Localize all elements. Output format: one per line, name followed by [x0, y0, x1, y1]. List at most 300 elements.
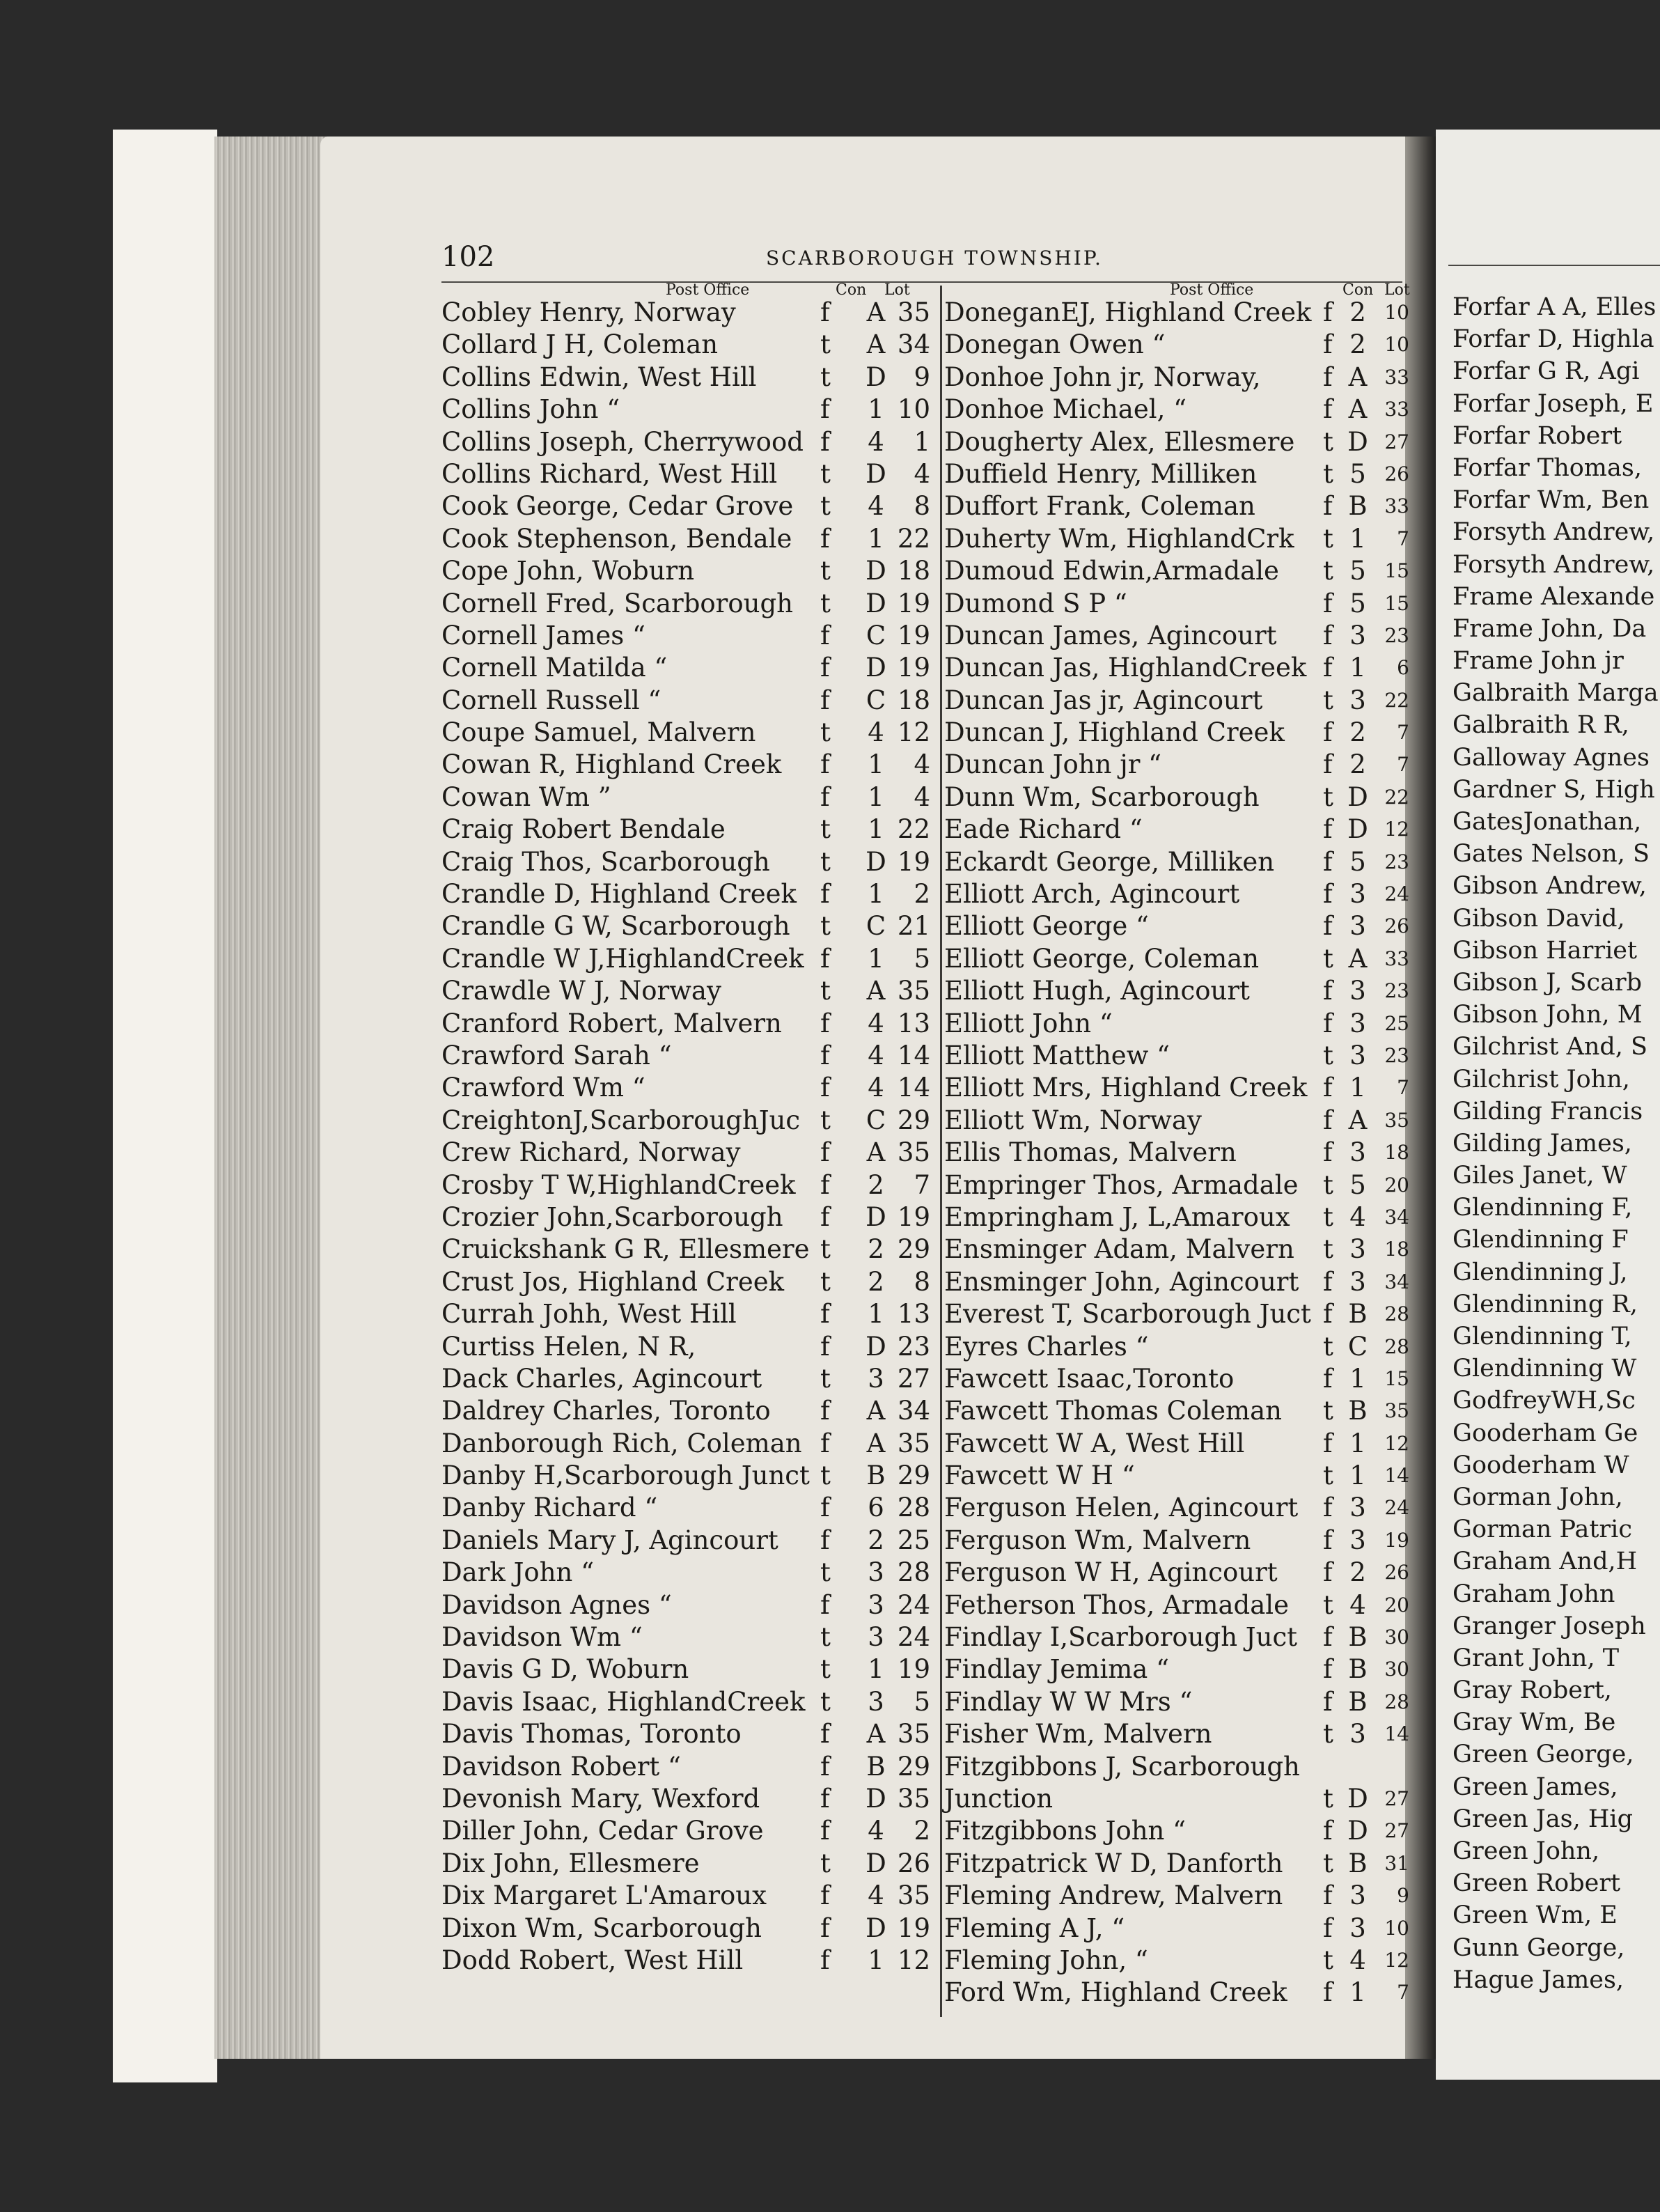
entry-name: Empringham J, L,Amaroux — [944, 1201, 1290, 1232]
entry-type: f — [1323, 1493, 1333, 1523]
entry-con: A — [866, 1137, 886, 1168]
entry-lot: 14 — [897, 1073, 930, 1103]
entry-con: C — [866, 1105, 886, 1135]
facing-entry: Green Robert — [1452, 1869, 1621, 1898]
entry-con: 1 — [868, 749, 884, 780]
facing-entry: Galbraith Marga — [1452, 679, 1659, 708]
entry-type: f — [1323, 491, 1333, 522]
entry-type: t — [820, 846, 831, 877]
entry-con: B — [1348, 1622, 1368, 1653]
entry-name: Duffort Frank, Coleman — [944, 491, 1255, 522]
entry-con: 3 — [1349, 620, 1366, 651]
directory-entry — [441, 717, 929, 749]
entry-lot: 34 — [897, 329, 930, 360]
entry-type: f — [820, 879, 830, 910]
entry-lot: 26 — [897, 1848, 930, 1878]
directory-entry — [441, 846, 929, 878]
facing-entry: Gray Wm, Be — [1452, 1708, 1616, 1737]
entry-name: Cornell James “ — [441, 620, 645, 651]
entry-con: 3 — [1349, 1137, 1366, 1168]
column-divider — [940, 286, 942, 2017]
entry-type: f — [1323, 329, 1333, 360]
entry-lot: 19 — [897, 1654, 930, 1685]
entry-con: 3 — [1349, 879, 1366, 910]
directory-entry — [441, 1363, 929, 1395]
entry-lot: 18 — [1384, 1141, 1409, 1165]
entry-type: t — [820, 1654, 831, 1685]
entry-lot: 28 — [1384, 1690, 1409, 1713]
entry-lot: 29 — [897, 1234, 930, 1265]
directory-entry — [944, 1428, 1409, 1460]
entry-con: B — [1348, 1848, 1368, 1878]
entry-type: f — [820, 653, 830, 683]
entry-name: Crosby T W,HighlandCreek — [441, 1169, 796, 1200]
directory-entry — [944, 1848, 1409, 1880]
facing-entry: Gibson J, Scarb — [1452, 968, 1643, 997]
directory-entry — [944, 588, 1409, 620]
page-number: 102 — [441, 241, 495, 273]
entry-con: 1 — [868, 879, 884, 910]
entry-con: 1 — [868, 1654, 884, 1685]
entry-lot: 27 — [897, 1363, 930, 1394]
entry-type: f — [820, 426, 830, 457]
entry-name: Dougherty Alex, Ellesmere — [944, 426, 1295, 457]
entry-lot: 35 — [897, 297, 930, 327]
directory-entry — [441, 458, 929, 490]
directory-column-left — [441, 297, 929, 1977]
entry-con: 1 — [1349, 653, 1366, 683]
entry-name: Ensminger Adam, Malvern — [944, 1234, 1294, 1265]
entry-lot: 31 — [1384, 1851, 1409, 1875]
entry-con: 2 — [868, 1169, 884, 1200]
entry-lot: 23 — [897, 1331, 930, 1362]
entry-con: 1 — [1349, 1073, 1366, 1103]
entry-name: Ferguson Wm, Malvern — [944, 1525, 1251, 1555]
entry-type: f — [1323, 1622, 1333, 1653]
entry-name: Elliott John “ — [944, 1008, 1113, 1038]
column-header-con: Con — [836, 281, 867, 299]
entry-type: t — [820, 1622, 831, 1653]
entry-lot: 27 — [1384, 1819, 1409, 1843]
entry-type: f — [820, 523, 830, 554]
directory-entry — [441, 878, 929, 910]
entry-lot: 28 — [1384, 1334, 1409, 1358]
entry-lot: 19 — [897, 653, 930, 683]
entry-lot: 18 — [1384, 1238, 1409, 1261]
entry-con: B — [1348, 1686, 1368, 1717]
entry-name: Collins Edwin, West Hill — [441, 361, 757, 392]
entry-lot: 24 — [897, 1622, 930, 1653]
entry-lot: 33 — [1384, 494, 1409, 518]
entry-lot: 7 — [1397, 721, 1409, 745]
facing-entry: Frame John, Da — [1452, 614, 1647, 643]
entry-con: 2 — [1349, 329, 1366, 360]
entry-type: f — [820, 1299, 830, 1330]
facing-entry: Hague James, — [1452, 1965, 1624, 1994]
entry-con: 2 — [868, 1525, 884, 1555]
entry-type: f — [820, 1783, 830, 1814]
directory-entry — [441, 1428, 929, 1460]
facing-entry: Forfar Wm, Ben — [1452, 486, 1650, 515]
directory-entry — [944, 1557, 1409, 1589]
directory-entry — [441, 394, 929, 426]
entry-con: A — [1348, 1105, 1368, 1135]
facing-entry: Gibson John, M — [1452, 1001, 1643, 1029]
entry-type: t — [1323, 1461, 1333, 1491]
facing-entry: Glendinning J, — [1452, 1258, 1628, 1286]
entry-type: t — [1323, 556, 1333, 586]
entry-lot: 6 — [1397, 656, 1409, 680]
entry-type: f — [1323, 1137, 1333, 1168]
facing-entry: Graham And,H — [1452, 1548, 1638, 1576]
facing-page-rule — [1448, 265, 1660, 266]
directory-entry — [944, 975, 1409, 1007]
entry-name: Davis Isaac, HighlandCreek — [441, 1686, 806, 1717]
entry-con: 1 — [868, 1299, 884, 1330]
entry-con: 2 — [868, 1266, 884, 1297]
entry-type: f — [1323, 814, 1333, 845]
directory-entry — [944, 620, 1409, 652]
directory-entry — [441, 1686, 929, 1718]
entry-type: t — [1323, 523, 1333, 554]
entry-name: Collard J H, Coleman — [441, 329, 719, 360]
facing-entry: Gilchrist And, S — [1452, 1033, 1648, 1061]
facing-entry: Forfar D, Highla — [1452, 325, 1654, 354]
directory-entry — [944, 1137, 1409, 1169]
entry-con: 3 — [1349, 976, 1366, 1006]
directory-entry — [944, 1331, 1409, 1363]
entry-lot: 35 — [897, 1428, 930, 1458]
facing-entry: Forfar Thomas, — [1452, 453, 1642, 482]
entry-type: t — [1323, 1331, 1333, 1362]
entry-con: 1 — [868, 394, 884, 425]
entry-name: Crawford Sarah “ — [441, 1040, 672, 1070]
entry-type: t — [820, 814, 831, 845]
facing-entry: Galbraith R R, — [1452, 711, 1629, 740]
entry-name: Cowan R, Highland Creek — [441, 749, 782, 780]
column-header-post-office: Post Office — [666, 281, 750, 299]
facing-entry: Gates Nelson, S — [1452, 840, 1650, 869]
entry-lot: 30 — [1384, 1658, 1409, 1681]
entry-con: 1 — [868, 781, 884, 812]
directory-entry — [944, 1653, 1409, 1685]
entry-type: f — [1323, 1816, 1333, 1846]
directory-entry — [441, 523, 929, 555]
entry-lot: 28 — [897, 1557, 930, 1588]
entry-lot: 7 — [1397, 527, 1409, 550]
entry-con: D — [866, 1913, 886, 1943]
entry-type: f — [1323, 1299, 1333, 1330]
entry-type: t — [820, 1105, 831, 1135]
entry-name: Duherty Wm, HighlandCrk — [944, 523, 1294, 554]
entry-name: Fleming Andrew, Malvern — [944, 1880, 1283, 1911]
entry-name: Elliott George “ — [944, 911, 1149, 942]
entry-name: CreightonJ,ScarboroughJuc — [441, 1105, 801, 1135]
entry-type: f — [820, 1073, 830, 1103]
entry-con: B — [1348, 1654, 1368, 1685]
entry-lot: 1 — [914, 426, 930, 457]
entry-name: Dixon Wm, Scarborough — [441, 1913, 762, 1943]
entry-type: f — [1323, 653, 1333, 683]
entry-lot: 27 — [1384, 1786, 1409, 1810]
entry-name: Elliott Hugh, Agincourt — [944, 976, 1250, 1006]
entry-type: f — [820, 1040, 830, 1070]
facing-entry: GatesJonathan, — [1452, 808, 1642, 836]
entry-con: 4 — [1349, 1201, 1366, 1232]
entry-lot: 28 — [897, 1493, 930, 1523]
entry-con: 1 — [868, 523, 884, 554]
entry-name: Fitzgibbons John “ — [944, 1816, 1187, 1846]
entry-type: f — [1323, 1073, 1333, 1103]
entry-lot: 2 — [914, 879, 930, 910]
directory-entry — [441, 1557, 929, 1589]
entry-type: t — [820, 458, 831, 489]
entry-con: D — [1347, 1816, 1368, 1846]
entry-con: 4 — [868, 491, 884, 522]
book-gutter — [1405, 137, 1439, 2059]
facing-entry: Galloway Agnes — [1452, 743, 1650, 772]
directory-entry — [944, 685, 1409, 717]
entry-lot: 29 — [897, 1105, 930, 1135]
directory-entry — [944, 813, 1409, 846]
entry-con: D — [866, 1783, 886, 1814]
entry-name: Dack Charles, Agincourt — [441, 1363, 762, 1394]
directory-entry — [441, 1815, 929, 1847]
facing-entry: Gooderham W — [1452, 1451, 1629, 1479]
entry-type: t — [820, 1848, 831, 1878]
entry-type: t — [1323, 685, 1333, 715]
entry-lot: 21 — [897, 911, 930, 942]
entry-type: f — [820, 1169, 830, 1200]
entry-type: t — [820, 1686, 831, 1717]
entry-lot: 23 — [1384, 623, 1409, 647]
directory-entry — [441, 1751, 929, 1783]
entry-type: t — [820, 1461, 831, 1491]
entry-con: A — [866, 1396, 886, 1426]
entry-type: t — [1323, 1040, 1333, 1070]
entry-type: f — [1323, 1880, 1333, 1911]
directory-entry — [441, 1621, 929, 1653]
entry-name: Fawcett W A, West Hill — [944, 1428, 1245, 1458]
directory-entry — [944, 1298, 1409, 1330]
entry-name: DoneganEJ, Highland Creek — [944, 297, 1312, 327]
entry-con: 3 — [868, 1363, 884, 1394]
directory-entry — [944, 1169, 1409, 1201]
entry-lot: 35 — [897, 1719, 930, 1750]
entry-lot: 22 — [1384, 785, 1409, 809]
entry-lot: 28 — [1384, 1302, 1409, 1326]
entry-type: t — [1323, 1783, 1333, 1814]
facing-entry: Gibson David, — [1452, 904, 1625, 933]
entry-lot: 35 — [1384, 1399, 1409, 1423]
entry-type: t — [820, 1363, 831, 1394]
entry-type: f — [1323, 1266, 1333, 1297]
directory-entry — [441, 588, 929, 620]
entry-con: 3 — [868, 1557, 884, 1588]
directory-entry — [944, 1233, 1409, 1265]
entry-con: C — [866, 620, 886, 651]
entry-con: 3 — [1349, 911, 1366, 942]
entry-name: Daldrey Charles, Toronto — [441, 1396, 771, 1426]
directory-entry — [441, 426, 929, 458]
facing-entry: Glendinning R, — [1452, 1290, 1638, 1318]
entry-type: t — [820, 329, 831, 360]
directory-entry — [944, 1492, 1409, 1524]
entry-con: 4 — [868, 1008, 884, 1038]
entry-con: 3 — [868, 1686, 884, 1717]
entry-lot: 14 — [897, 1040, 930, 1070]
entry-name: Everest T, Scarborough Juct — [944, 1299, 1311, 1330]
entry-name: Ensminger John, Agincourt — [944, 1266, 1299, 1297]
entry-name: Crust Jos, Highland Creek — [441, 1266, 785, 1297]
entry-name: Cruickshank G R, Ellesmere — [441, 1234, 810, 1265]
directory-entry — [944, 1072, 1409, 1104]
entry-con: 3 — [1349, 1719, 1366, 1750]
entry-lot: 12 — [897, 1945, 930, 1975]
entry-type: f — [1323, 361, 1333, 392]
entry-name: Davidson Agnes “ — [441, 1589, 672, 1620]
entry-lot: 26 — [1384, 914, 1409, 938]
entry-type: f — [1323, 879, 1333, 910]
directory-entry — [441, 329, 929, 361]
entry-lot: 14 — [1384, 1722, 1409, 1746]
entry-lot: 26 — [1384, 1561, 1409, 1584]
entry-lot: 4 — [914, 458, 930, 489]
facing-entry: Forfar Robert — [1452, 421, 1622, 450]
entry-type: f — [1323, 1977, 1333, 2008]
entry-con: A — [866, 976, 886, 1006]
entry-con: 4 — [868, 1816, 884, 1846]
entry-type: f — [1323, 1428, 1333, 1458]
entry-lot: 29 — [897, 1461, 930, 1491]
entry-lot: 7 — [914, 1169, 930, 1200]
facing-entry: Gunn George, — [1452, 1933, 1625, 1962]
entry-lot: 25 — [897, 1525, 930, 1555]
entry-con: A — [866, 1719, 886, 1750]
entry-name: Elliott Arch, Agincourt — [944, 879, 1240, 910]
entry-name: Eckardt George, Milliken — [944, 846, 1275, 877]
entry-lot: 15 — [1384, 559, 1409, 583]
entry-name: Collins Joseph, Cherrywood — [441, 426, 804, 457]
entry-type: t — [820, 911, 831, 942]
entry-lot: 22 — [897, 814, 930, 845]
directory-entry — [944, 555, 1409, 587]
header-rule — [441, 281, 1402, 283]
entry-type: f — [820, 1589, 830, 1620]
entry-lot: 19 — [897, 846, 930, 877]
entry-con: B — [1348, 491, 1368, 522]
entry-type: f — [1323, 1105, 1333, 1135]
entry-con: 2 — [1349, 1557, 1366, 1588]
entry-lot: 8 — [914, 1266, 930, 1297]
entry-name: Duncan Jas, HighlandCreek — [944, 653, 1307, 683]
entry-type: t — [820, 1234, 831, 1265]
entry-con: 6 — [868, 1493, 884, 1523]
entry-name: Duffield Henry, Milliken — [944, 458, 1258, 489]
entry-name: Findlay Jemima “ — [944, 1654, 1170, 1685]
entry-lot: 5 — [914, 943, 930, 974]
entry-con: D — [866, 1848, 886, 1878]
entry-lot: 12 — [1384, 1948, 1409, 1972]
facing-entry: Graham John — [1452, 1580, 1615, 1608]
entry-name: Dodd Robert, West Hill — [441, 1945, 744, 1975]
entry-type: f — [1323, 1913, 1333, 1943]
entry-name: Eade Richard “ — [944, 814, 1143, 845]
page-title: SCARBOROUGH TOWNSHIP. — [766, 247, 1103, 270]
entry-name: Duncan John jr “ — [944, 749, 1162, 780]
directory-entry — [441, 1589, 929, 1621]
directory-entry — [441, 1718, 929, 1750]
entry-type: f — [820, 1008, 830, 1038]
entry-name: Collins John “ — [441, 394, 620, 425]
entry-lot: 34 — [897, 1396, 930, 1426]
entry-con: 3 — [868, 1622, 884, 1653]
entry-con: 1 — [868, 814, 884, 845]
entry-lot: 20 — [1384, 1173, 1409, 1197]
entry-type: f — [1323, 588, 1333, 618]
directory-entry — [944, 717, 1409, 749]
facing-entry: Granger Joseph — [1452, 1612, 1646, 1640]
entry-con: 4 — [868, 1040, 884, 1070]
facing-entry: Gibson Andrew, — [1452, 872, 1647, 901]
entry-lot: 12 — [897, 717, 930, 748]
directory-entry — [441, 975, 929, 1007]
entry-name: Elliott Wm, Norway — [944, 1105, 1202, 1135]
directory-entry — [944, 1815, 1409, 1847]
entry-lot: 2 — [914, 1816, 930, 1846]
entry-name: Cowan Wm ” — [441, 781, 611, 812]
directory-entry — [441, 297, 929, 329]
entry-name: Donhoe John jr, Norway, — [944, 361, 1261, 392]
entry-name: Fleming John, “ — [944, 1945, 1148, 1975]
entry-type: f — [1323, 717, 1333, 748]
facing-entry: Gibson Harriet — [1452, 936, 1638, 965]
directory-entry — [944, 1880, 1409, 1912]
entry-name: Davis G D, Woburn — [441, 1654, 689, 1685]
entry-lot: 27 — [1384, 430, 1409, 453]
entry-con: 4 — [1349, 1589, 1366, 1620]
directory-entry — [944, 1040, 1409, 1072]
entry-con: 1 — [868, 1945, 884, 1975]
facing-entry: Gooderham Ge — [1452, 1419, 1638, 1447]
entry-name: Donhoe Michael, “ — [944, 394, 1187, 425]
entry-name: Collins Richard, West Hill — [441, 458, 778, 489]
entry-con: D — [1347, 781, 1368, 812]
entry-type: t — [1323, 426, 1333, 457]
entry-type: f — [1323, 1654, 1333, 1685]
entry-lot: 10 — [1384, 1916, 1409, 1940]
directory-entry — [944, 1363, 1409, 1395]
directory-entry — [944, 1105, 1409, 1137]
entry-con: 5 — [1349, 846, 1366, 877]
entry-con: 2 — [1349, 749, 1366, 780]
entry-lot: 13 — [897, 1299, 930, 1330]
directory-entry — [441, 685, 929, 717]
facing-entry: Glendinning F — [1452, 1226, 1629, 1254]
entry-lot: 13 — [897, 1008, 930, 1038]
directory-entry — [944, 1201, 1409, 1233]
entry-lot: 29 — [897, 1751, 930, 1782]
facing-entry: Gilchrist John, — [1452, 1065, 1630, 1093]
entry-name: Cook George, Cedar Grove — [441, 491, 794, 522]
entry-lot: 34 — [1384, 1205, 1409, 1229]
entry-con: 1 — [1349, 523, 1366, 554]
entry-con: 1 — [1349, 1461, 1366, 1491]
entry-type: t — [820, 717, 831, 748]
entry-lot: 19 — [1384, 1528, 1409, 1552]
entry-con: 4 — [1349, 1945, 1366, 1975]
directory-entry — [441, 490, 929, 522]
